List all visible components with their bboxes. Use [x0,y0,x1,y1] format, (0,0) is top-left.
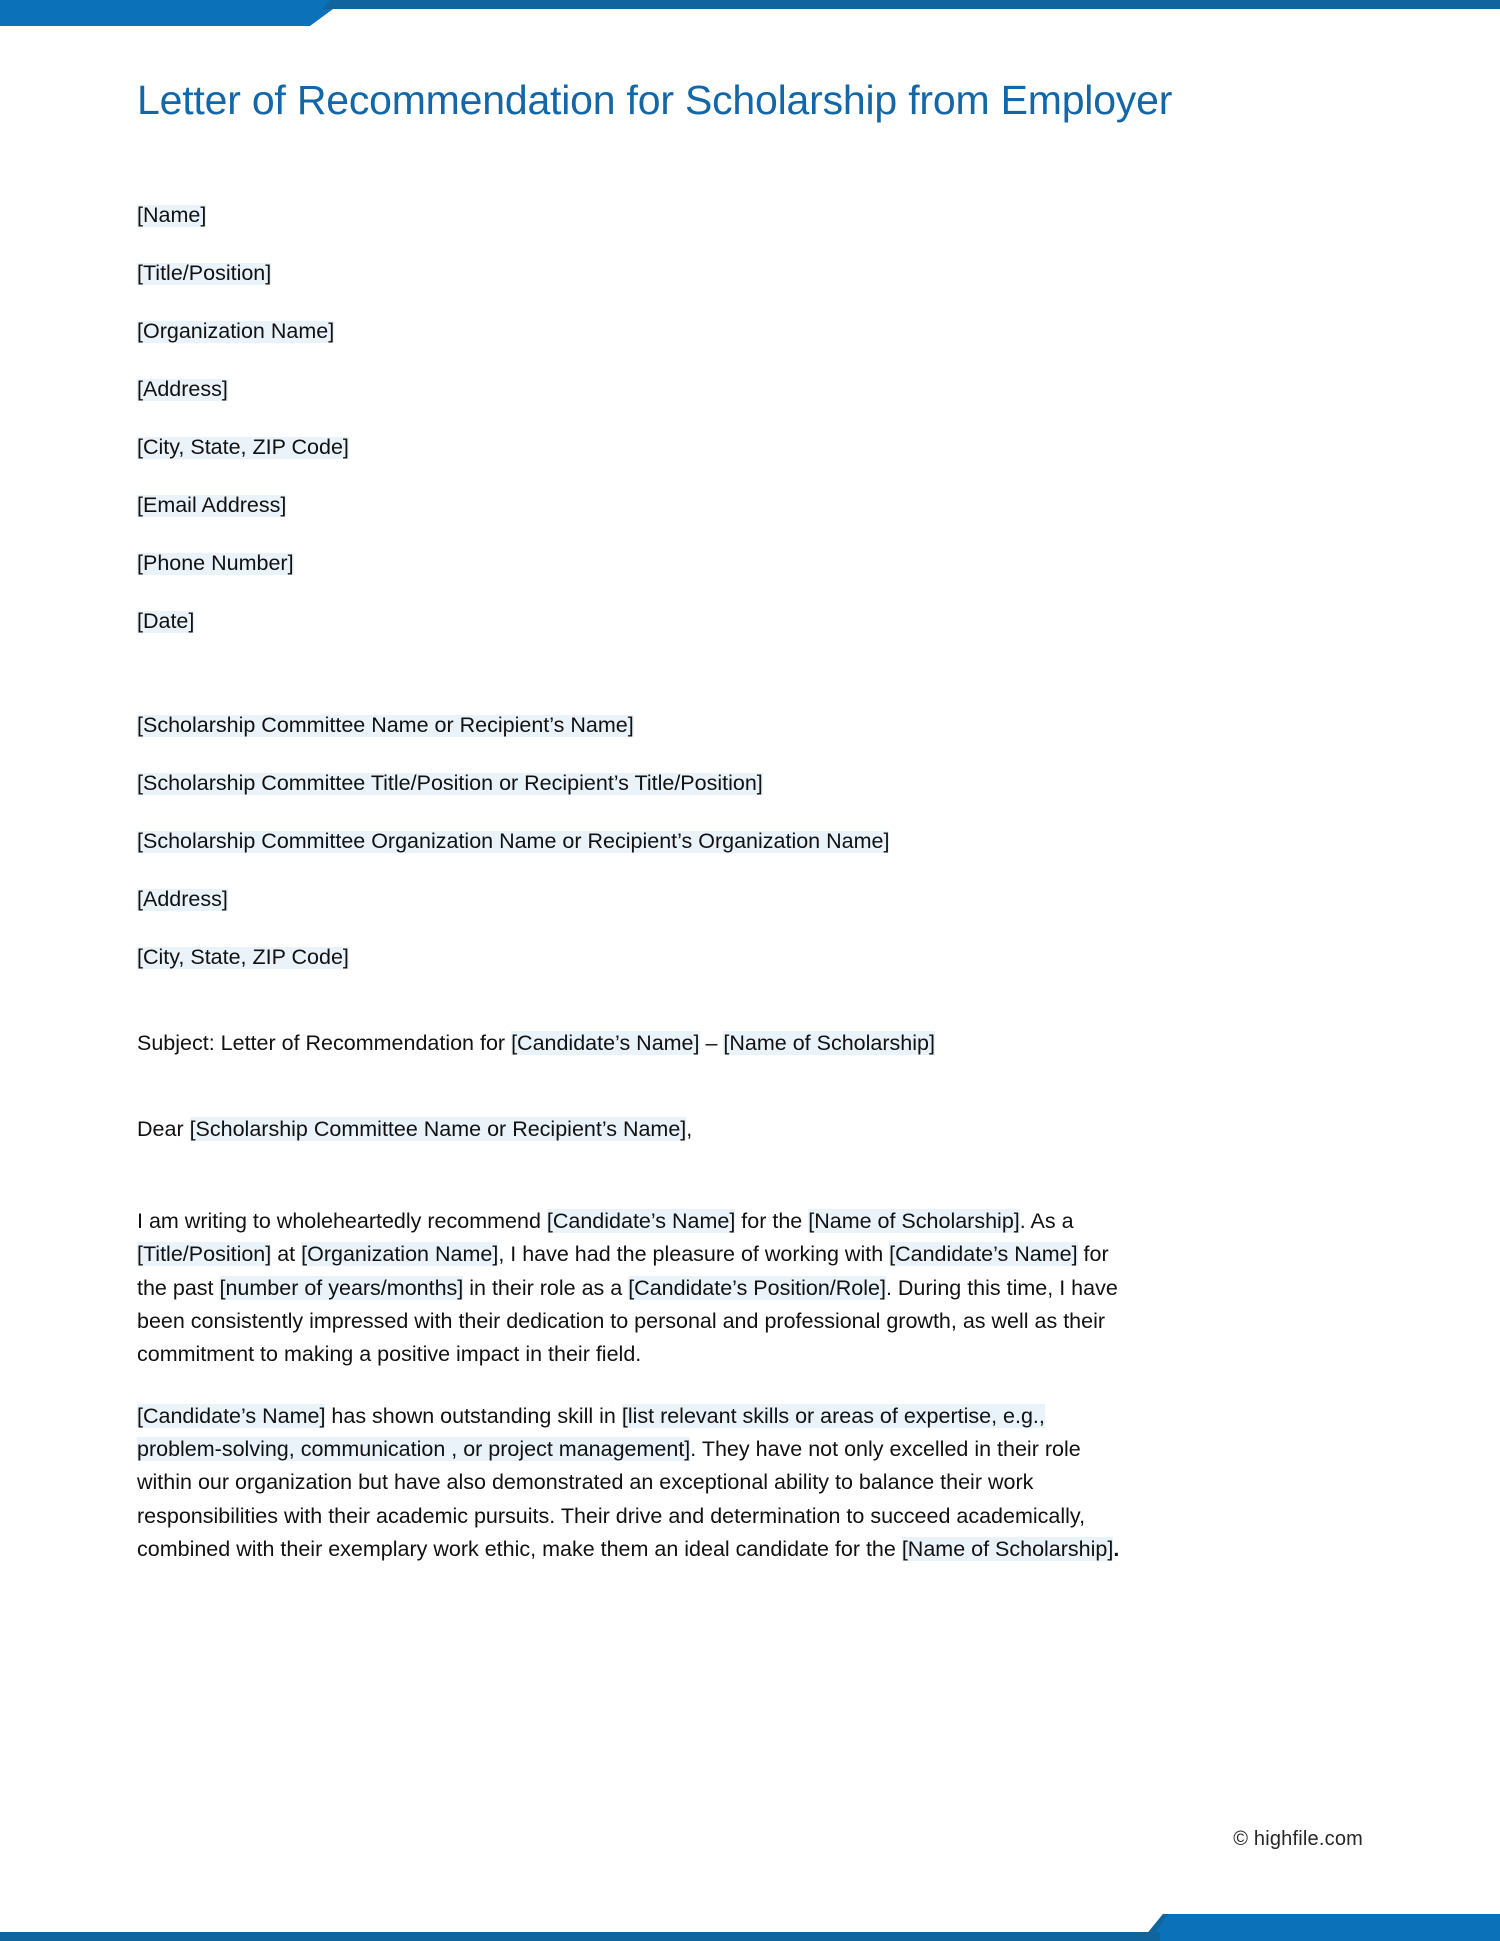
recipient-line [137,755,1363,813]
p1-title-position: [Title/Position] [137,1242,272,1267]
p1-scholarship-name: [Name of Scholarship] [808,1209,1020,1234]
p1-candidate-position: [Candidate’s Position/Role] [628,1275,886,1300]
subject-scholarship-name: [Name of Scholarship] [723,1031,935,1056]
p1-text-2: for the [735,1209,809,1234]
p1-number-of-years: [number of years/months] [219,1275,464,1300]
recipient-organization: [Scholarship Committee Organization Name or Recipient’s Organization Name] [137,829,890,854]
sender-address-block [137,187,1363,651]
p2-candidate-name: [Candidate’s Name] [137,1403,326,1428]
sender-organization: [Organization Name] [137,319,335,344]
p1-text-7: in their role as a [463,1275,629,1300]
p2-final-period: . [1113,1536,1120,1561]
sender-line [137,361,1363,419]
sender-line [137,593,1363,651]
body-paragraph-1 [137,1205,1127,1372]
p1-candidate-name-2: [Candidate’s Name] [889,1242,1078,1267]
p1-text-1: I am writing to wholeheartedly recommend [137,1209,547,1234]
p2-scholarship-name: [Name of Scholarship] [901,1536,1114,1561]
p1-text-3: . As a [1019,1209,1074,1234]
sender-line [137,535,1363,593]
sender-city-state-zip: [City, State, ZIP Code] [137,435,349,460]
sender-line [137,419,1363,477]
sender-address: [Address] [137,377,228,402]
salutation-line [137,1101,1363,1159]
subject-separator: – [699,1031,724,1056]
p1-candidate-name-1: [Candidate’s Name] [546,1209,736,1234]
body-paragraph-2 [137,1400,1127,1567]
sender-title: [Title/Position] [137,261,272,286]
sender-name: [Name] [137,203,207,228]
sender-email: [Email Address] [137,493,287,518]
recipient-line [137,697,1363,755]
page-title: Letter of Recommendation for Scholarship from Employer [137,77,1173,123]
sender-line [137,245,1363,303]
sender-recipient-spacer [137,651,1363,697]
p2-text-2: . They have not only excelled in their role within our organization but have also demonstrated an exceptional ability to balance their work responsibilities with their academic pursuits. Their drive and determination to succeed academically, combined with their exemplary work ethic, make them an ideal candidate for the [137,1436,1086,1561]
p2-text-1: has shown outstanding skill in [325,1403,622,1428]
recipient-city-state-zip: [City, State, ZIP Code] [137,945,349,970]
recipient-address: [Address] [137,887,228,912]
salutation-body-spacer [137,1159,1363,1205]
p1-text-8: . During this time, I have been consistently impressed with their dedication to personal and professional growth, as well as their commitment to making a positive impact in their field. [137,1275,1118,1367]
paragraph-gap [137,1372,1363,1400]
salutation-recipient: [Scholarship Committee Name or Recipient’s Name] [189,1117,687,1142]
subject-candidate-name: [Candidate’s Name] [511,1031,700,1056]
sender-line [137,303,1363,361]
footer-credit: © highfile.com [1233,1828,1363,1850]
p2-skills-list: [list relevant skills or areas of expertise, e.g., problem-solving, communication , or project management] [137,1403,1045,1461]
salutation-suffix: , [686,1117,693,1142]
recipient-line [137,813,1363,871]
p1-text-4: at [271,1242,302,1267]
subject-line [137,1015,1363,1073]
recipient-title: [Scholarship Committee Title/Position or Recipient’s Title/Position] [137,771,763,796]
p1-organization-name: [Organization Name] [301,1242,499,1267]
recipient-address-block [137,697,1363,987]
p1-text-5: , I have had the pleasure of working with [498,1242,890,1267]
subject-salutation-spacer [137,1073,1363,1101]
recipient-line [137,871,1363,929]
title-spacer [137,123,1363,187]
sender-date: [Date] [137,609,195,634]
salutation-prefix: Dear [137,1117,190,1142]
sender-phone: [Phone Number] [137,551,294,576]
subject-prefix: Subject: Letter of Recommendation for [137,1031,512,1056]
sender-line [137,187,1363,245]
sender-line [137,477,1363,535]
p1-text-6: for the past [137,1242,1109,1300]
recipient-subject-spacer [137,987,1363,1015]
recipient-name: [Scholarship Committee Name or Recipient’s Name] [137,713,634,738]
recipient-line [137,929,1363,987]
